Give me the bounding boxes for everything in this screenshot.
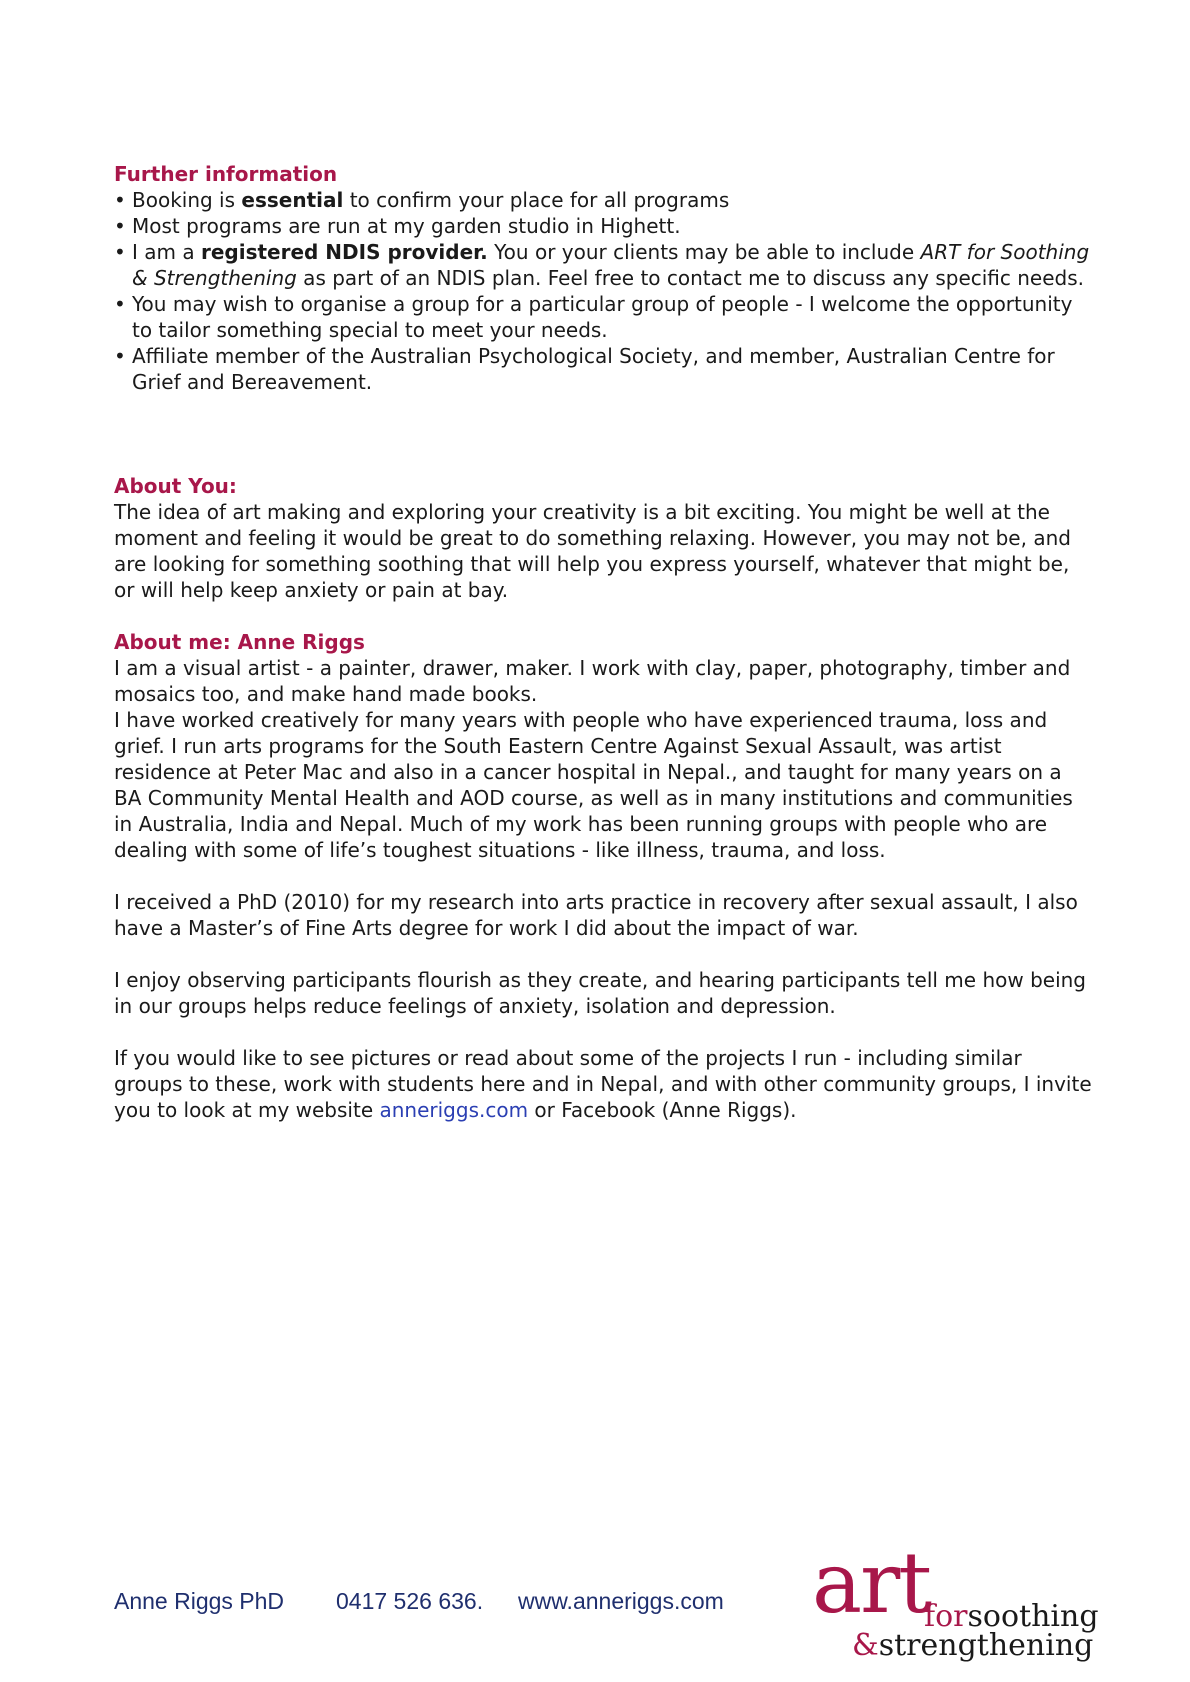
further-info-list (114, 187, 1094, 395)
about-me-paragraph-2: I have worked creatively for many years with people who have experienced trauma, loss and grief. I run arts programs for the South Eastern Centre Against Sexual Assault, was artist residence at Peter Mac and also in a cancer hospital in Nepal., and taught for many years on a BA Community Mental Health and AOD course, as well as in many institutions and communities in Australia, India and Nepal. Much of my work has been running groups with people who are dealing with some of life’s toughest situations - like illness, trauma, and loss. (114, 708, 1073, 862)
about-me-paragraph-4: I enjoy observing participants flourish as they create, and hearing participants tell me how being in our groups helps reduce feelings of anxiety, isolation and depression. (114, 968, 1087, 1018)
logo-for-soothing: forsoothing (924, 1599, 1099, 1634)
footer-phone: 0417 526 636. (336, 1588, 484, 1614)
list-item: • Booking is essential to confirm your place for all programs (114, 187, 1094, 213)
logo-strengthening: &strengthening (852, 1628, 1094, 1663)
website-link[interactable]: anneriggs.com (379, 1098, 529, 1122)
brand-logo (812, 1534, 1142, 1675)
footer-name: Anne Riggs PhD (114, 1588, 285, 1614)
about-me-heading: About me: Anne Riggs (114, 630, 365, 654)
list-item: • I am a registered NDIS provider. You or your clients may be able to include ART for Soothing & Strengthening as part of an NDIS plan. Feel free to contact me to discuss any specific needs. (114, 239, 1094, 291)
about-me-paragraph-3: I received a PhD (2010) for my research into arts practice in recovery after sexual assault, I also have a Master’s of Fine Arts degree for work I did about the impact of war. (114, 890, 1078, 940)
about-me-paragraph-5: If you would like to see pictures or read about some of the projects I run - including similar groups to these, work with students here and in Nepal, and with other community groups, I invite you to look at my website anneriggs.com or Facebook (Anne Riggs). (114, 1046, 1092, 1122)
footer-contact (114, 1588, 724, 1615)
list-item: • Affiliate member of the Australian Psychological Society, and member, Australian Centre for Grief and Bereavement. (114, 343, 1094, 395)
about-you-text: The idea of art making and exploring your creativity is a bit exciting. You might be well at the moment and feeling it would be great to do something relaxing. However, you may not be, and are looking for something soothing that will help you express yourself, whatever that might be, or will help keep anxiety or pain at bay. (114, 500, 1071, 602)
about-me-paragraph-1: I am a visual artist - a painter, drawer, maker. I work with clay, paper, photography, timber and mosaics too, and make hand made books. (114, 656, 1071, 706)
footer-website[interactable]: www.anneriggs.com (518, 1588, 724, 1614)
further-info-heading: Further information (114, 162, 338, 186)
document-body (114, 161, 1094, 1123)
list-item: • Most programs are run at my garden studio in Highett. (114, 213, 1094, 239)
logo-art-text: art (812, 1534, 930, 1632)
list-item: • You may wish to organise a group for a particular group of people - I welcome the opportunity to tailor something special to meet your needs. (114, 291, 1094, 343)
about-you-heading: About You: (114, 474, 237, 498)
